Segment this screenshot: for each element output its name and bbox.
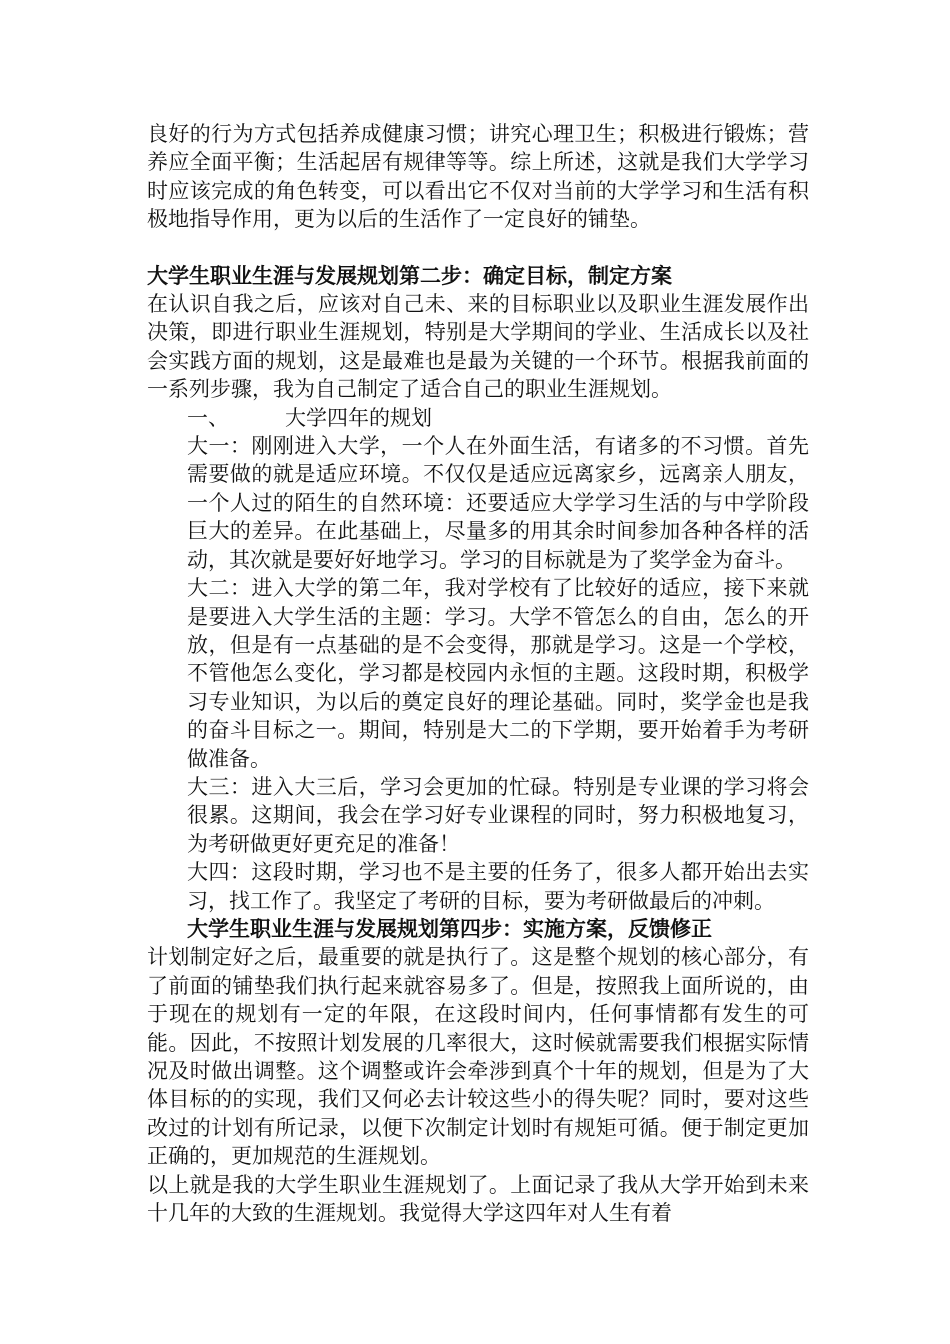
paragraph-gap [147,234,809,262]
plan-list-title [147,404,809,432]
document-page [147,120,809,1227]
year4-paragraph: 大四：这段时期，学习也不是主要的任务了，很多人都开始出去实习，找工作了。我坚定了考研的目标，要为考研做最后的冲刺。 [187,860,809,913]
plan-number: 一、 [187,405,229,430]
step2-heading: 大学生职业生涯与发展规划第二步：确定目标，制定方案 [147,262,672,288]
step4-heading: 大学生职业生涯与发展规划第四步：实施方案，反馈修正 [187,915,712,941]
closing-paragraph: 以上就是我的大学生职业生涯规划了。上面记录了我从大学开始到未来十几年的大致的生涯规划。我觉得大学这四年对人生有着 [147,1172,809,1226]
step4-paragraph: 计划制定好之后，最重要的就是执行了。这是整个规划的核心部分，有了前面的铺垫我们执行起来就容易多了。但是，按照我上面所说的，由于现在的规划有一定的年限，在这段时间内，任何事情都有发生的可能。因此，不按照计划发展的几率很大，这时候就需要我们根据实际情况及时做出调整。这个调整或许会牵涉到真个十年的规划，但是为了大体目标的的实现，我们又何必去计较这些小的得失呢？同时，要对这些改过的计划有所记录，以便下次制定计划时有规矩可循。便于制定更加正确的，更加规范的生涯规划。 [147,945,809,1169]
year3-paragraph: 大三：进入大三后，学习会更加的忙碌。特别是专业课的学习将会很累。这期间，我会在学习好专业课程的同时，努力积极地复习，为考研做更好更充足的准备！ [187,774,809,856]
year2-paragraph: 大二：进入大学的第二年，我对学校有了比较好的适应，接下来就是要进入大学生活的主题：学习。大学不管怎么的自由，怎么的开放，但是有一点基础的是不会变得，那就是学习。这是一个学校，不管他怎么变化，学习都是校园内永恒的主题。这段时期，积极学习专业知识，为以后的奠定良好的理论基础。同时，奖学金也是我的奋斗目标之一。期间，特别是大二的下学期，要开始着手为考研做准备。 [187,576,809,771]
year1-paragraph: 大一：刚刚进入大学，一个人在外面生活，有诸多的不习惯。首先需要做的就是适应环境。不仅仅是适应远离家乡，远离亲人朋友，一个人过的陌生的自然环境：还要适应大学学习生活的与中学阶段巨大的差异。在此基础上，尽量多的用其余时间参加各种各样的活动，其次就是要好好地学习。学习的目标就是为了奖学金为奋斗。 [187,434,809,572]
plan-title: 大学四年的规划 [285,405,432,430]
intro-paragraph: 良好的行为方式包括养成健康习惯；讲究心理卫生；积极进行锻炼；营养应全面平衡；生活起居有规律等等。综上所述，这就是我们大学学习时应该完成的角色转变，可以看出它不仅对当前的大学学习和生活有积极地指导作用，更为以后的生活作了一定良好的铺垫。 [147,122,809,232]
step2-paragraph: 在认识自我之后，应该对自己未、来的目标职业以及职业生涯发展作出决策，即进行职业生涯规划，特别是大学期间的学业、生活成长以及社会实践方面的规划，这是最难也是最为关键的一个环节。根据我前面的一系列步骤，我为自己制定了适合自己的职业生涯规划。 [147,292,809,402]
